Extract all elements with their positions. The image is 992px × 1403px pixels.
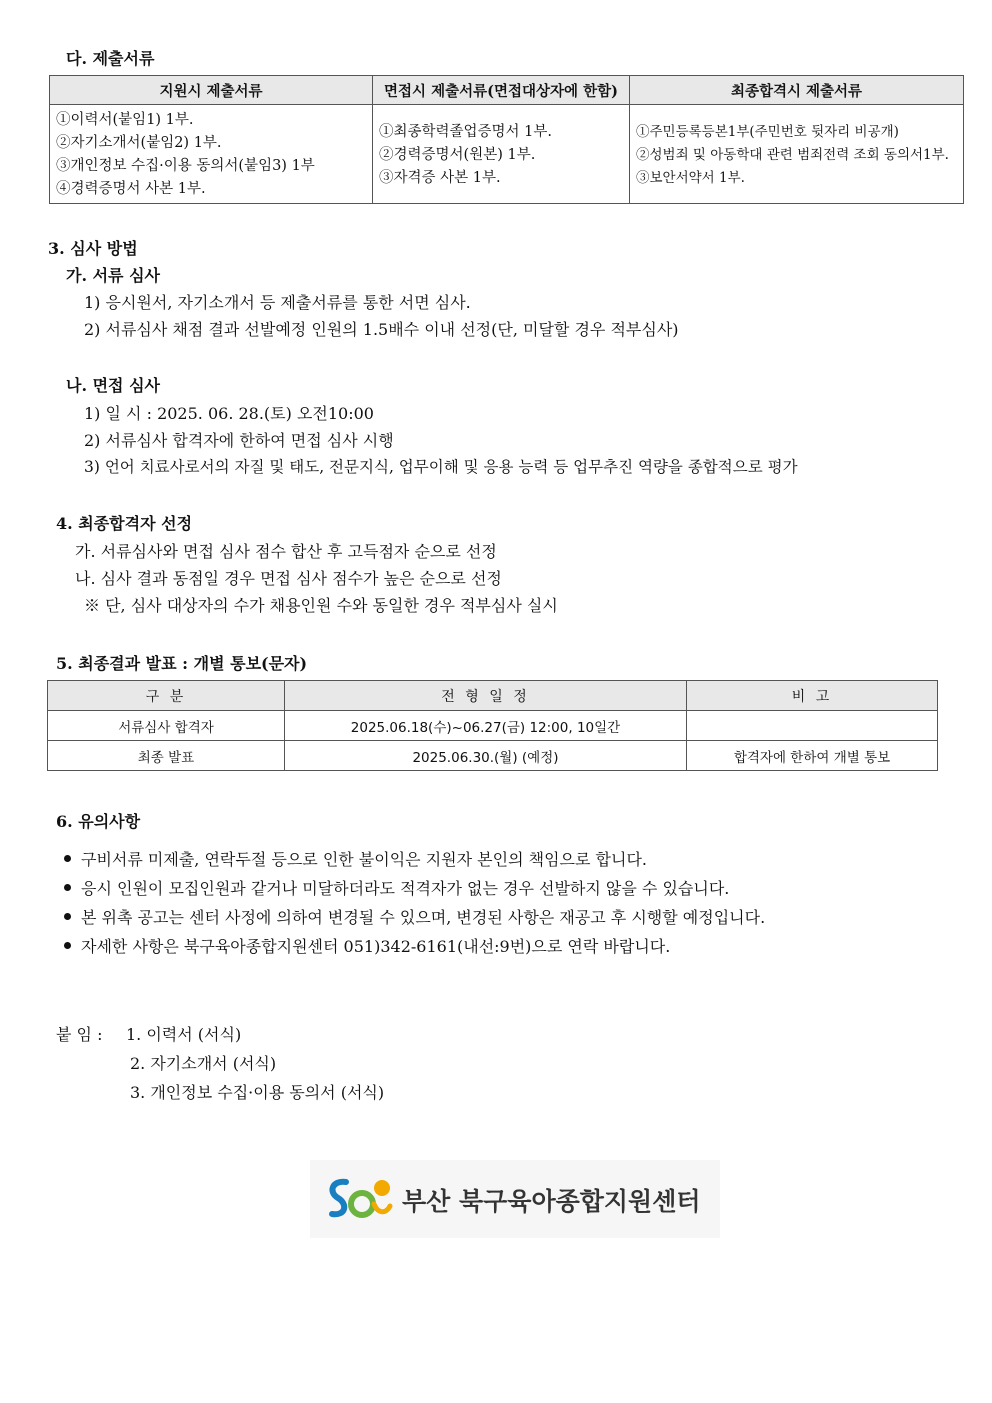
subsection-title-document-review: 가. 서류 심사 [66, 266, 160, 285]
list-item: ①주민등록등본1부(주민번호 뒷자리 비공개) [636, 123, 899, 140]
table-cell: 2025.06.18(수)~06.27(금) 12:00, 10일간 [285, 711, 687, 741]
section-title-final-selection: 4. 최종합격자 선정 [56, 514, 193, 533]
list-item [64, 876, 729, 899]
list-item: ③개인정보 수집·이용 동의서(붙임3) 1부 [56, 158, 315, 174]
notice-text: 자세한 사항은 북구육아종합지원센터 051)342-6161(내선:9번)으로 연락 바랍니다. [81, 937, 671, 956]
list-item: ④경력증명서 사본 1부. [56, 181, 206, 197]
attachment-item: 2. 자기소개서 (서식) [130, 1054, 277, 1073]
table-header-row [48, 681, 938, 711]
section-title-submission: 다. 제출서류 [66, 49, 155, 68]
center-logo [310, 1160, 720, 1238]
list-item: ②자기소개서(붙임2) 1부. [56, 135, 222, 151]
list-item: ①최종학력졸업증명서 1부. [379, 123, 553, 140]
list-item: 1) 일 시 : 2025. 06. 28.(토) 오전10:00 [84, 404, 374, 423]
list-item: ③보안서약서 1부. [636, 169, 745, 186]
bullet-icon [64, 913, 71, 920]
table-header: 비 고 [687, 681, 938, 711]
note-item: ※ 단, 심사 대상자의 수가 채용인원 수와 동일한 경우 적부심사 실시 [84, 596, 558, 615]
center-logo-icon [324, 1174, 394, 1224]
table-row [50, 105, 964, 204]
table-header: 면접시 제출서류(면접대상자에 한함) [373, 76, 630, 105]
list-item: 1) 응시원서, 자기소개서 등 제출서류를 통한 서면 심사. [84, 293, 471, 312]
notice-text: 구비서류 미제출, 연락두절 등으로 인한 불이익은 지원자 본인의 책임으로 합니다. [81, 850, 647, 869]
table-header: 지원시 제출서류 [50, 76, 373, 105]
interview-docs-cell [373, 105, 630, 204]
schedule-table [47, 680, 938, 771]
notice-text: 본 위촉 공고는 센터 사정에 의하여 변경될 수 있으며, 변경된 사항은 재공고 후 시행할 예정입니다. [81, 908, 766, 927]
list-item: 2) 서류심사 채점 결과 선발예정 인원의 1.5배수 이내 선정(단, 미달할 경우 적부심사) [84, 320, 679, 339]
list-item: 가. 서류심사와 면접 심사 점수 합산 후 고득점자 순으로 선정 [75, 542, 497, 561]
center-logo-text: 부산 북구육아종합지원센터 [402, 1187, 701, 1216]
final-docs-cell [630, 105, 964, 204]
bullet-icon [64, 884, 71, 891]
table-cell: 최종 발표 [48, 741, 285, 771]
section-title-notes: 6. 유의사항 [56, 812, 141, 831]
notice-text: 응시 인원이 모집인원과 같거나 미달하더라도 적격자가 없는 경우 선발하지 않을 수 있습니다. [81, 879, 730, 898]
list-item: ②경력증명서(원본) 1부. [379, 146, 536, 163]
section-title-result: 5. 최종결과 발표 : 개별 통보(문자) [56, 654, 308, 673]
list-item [64, 934, 670, 957]
table-header: 구 분 [48, 681, 285, 711]
subsection-title-interview: 나. 면접 심사 [66, 376, 160, 395]
table-row [48, 711, 938, 741]
section-title-review: 3. 심사 방법 [48, 239, 138, 258]
table-row [48, 741, 938, 771]
list-item: 나. 심사 결과 동점일 경우 면접 심사 점수가 높은 순으로 선정 [75, 569, 502, 588]
bullet-icon [64, 855, 71, 862]
table-cell: 서류심사 합격자 [48, 711, 285, 741]
table-cell: 2025.06.30.(월) (예정) [285, 741, 687, 771]
list-item [64, 847, 647, 870]
table-header-row [50, 76, 964, 105]
list-item: ①이력서(붙임1) 1부. [56, 112, 194, 128]
table-cell: 합격자에 한하여 개별 통보 [687, 741, 938, 771]
table-header: 전 형 일 정 [285, 681, 687, 711]
attachments-label: 붙 임 : [56, 1025, 103, 1044]
attachment-item: 3. 개인정보 수집·이용 동의서 (서식) [130, 1083, 385, 1102]
list-item: ②성범죄 및 아동학대 관련 범죄전력 조회 동의서1부. [636, 146, 949, 163]
attachment-item: 1. 이력서 (서식) [126, 1025, 242, 1044]
table-cell [687, 711, 938, 741]
list-item: 2) 서류심사 합격자에 한하여 면접 심사 시행 [84, 431, 394, 450]
list-item: 3) 언어 치료사로서의 자질 및 태도, 전문지식, 업무이해 및 응용 능력 등 업무추진 역량을 종합적으로 평가 [84, 458, 798, 476]
bullet-icon [64, 942, 71, 949]
list-item: ③자격증 사본 1부. [379, 169, 501, 186]
submission-documents-table [49, 75, 964, 204]
table-header: 최종합격시 제출서류 [630, 76, 964, 105]
list-item [64, 905, 765, 928]
application-docs-cell [50, 105, 373, 204]
